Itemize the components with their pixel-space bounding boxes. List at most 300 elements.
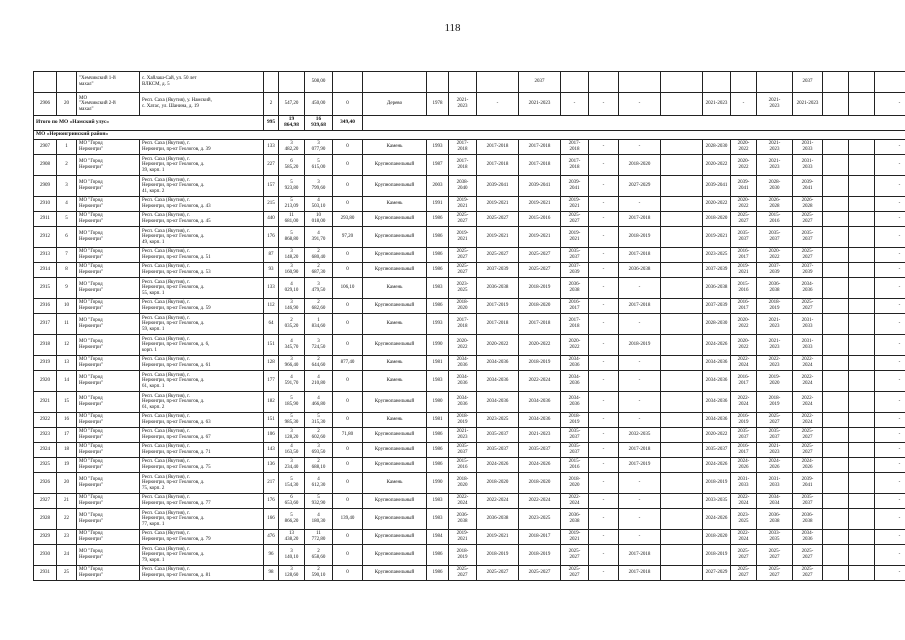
table-cell: 2 602,60 [305,428,333,443]
table-cell: 2913 [34,248,57,263]
table-cell: 2033- 2035 [757,530,793,545]
table-cell [849,428,875,443]
table-cell: 2017- 2018 [561,140,589,155]
table-cell: 2018-2017 [519,530,561,545]
table-cell [849,278,875,299]
table-cell: 2035- 2037 [561,428,589,443]
table-cell [279,72,305,93]
table-cell: 2025- 2027 [757,566,793,581]
table-cell [661,473,703,494]
table-row [34,140,905,155]
table-cell: 2034- 2036 [793,530,823,545]
table-cell: 2025- 2027 [793,299,823,314]
table-cell: 2023-2025 [477,413,519,428]
table-cell: МО "Город Нерюнгри" [77,566,140,581]
table-cell: 71,80 [333,428,363,443]
table-cell: МО "Город Нерюнгри" [77,356,140,371]
table-row [34,93,905,116]
table-cell: 3 482,20 [279,140,305,155]
table-cell: 2019-2021 [519,197,561,212]
table-cell: 133 [264,140,279,155]
table-cell: 2019- 2021 [561,197,589,212]
table-cell: 166 [264,509,279,530]
table-cell: 0 [333,299,363,314]
table-cell: - [589,413,619,428]
table-cell: 2924 [34,443,57,458]
table-cell: 1986 [427,443,449,458]
table-cell: 2018-2020 [519,299,561,314]
table-cell: 18 [57,443,77,458]
total-value: 16 939,68 [305,116,333,131]
table-cell: Респ. Саха (Якутия), г. Нерюнгри, пр-кт Геологов, д. 67 [140,428,264,443]
table-cell: 2039-2041 [477,176,519,197]
table-cell: 23 [57,530,77,545]
table-cell: 3 966,40 [279,356,305,371]
table-cell: МО "Город Нерюнгри" [77,155,140,176]
table-cell [823,227,849,248]
table-cell [703,72,731,93]
table-cell: 2922 [34,413,57,428]
table-cell: 9 [57,278,77,299]
table-cell: 87 [264,248,279,263]
table-cell: Респ. Саха (Якутия), г. Нерюнгри, пр-кт Геологов, д. 43 [140,197,264,212]
table-cell: Респ. Саха (Якутия), у. Намский, с. Хатас, ул. Шанина, д. 19 [140,93,264,116]
section-header: МО «Нерюнгринский район» [34,131,905,140]
table-cell: Крупнопанельный [363,155,427,176]
table-cell: 2037-2039 [703,299,731,314]
table-cell: МО "Город Нерюнгри" [77,176,140,197]
table-cell: 106 [264,428,279,443]
table-cell: 2035-2037 [519,443,561,458]
table-cell: 2017-2018 [519,314,561,335]
table-cell [661,93,703,116]
table-cell [661,392,703,413]
table-cell [823,176,849,197]
table-cell: 2037-2039 [477,263,519,278]
table-cell: 1983 [427,509,449,530]
table-cell: 2018-2019 [519,545,561,566]
table-cell: 2 687,30 [305,263,333,278]
table-cell: - [589,473,619,494]
table-cell: 0 [333,155,363,176]
table-cell [477,72,519,93]
table-cell: 1986 [427,227,449,248]
table-cell: Камень [363,314,427,335]
table-cell: МО "Город Нерюнгри" [77,248,140,263]
table-cell: 2018-2020 [477,473,519,494]
table-cell: - [619,494,661,509]
table-cell: 293,80 [333,212,363,227]
table-cell: 2025-2027 [519,566,561,581]
table-cell [849,335,875,356]
table-cell: 2018-2020 [519,473,561,494]
table-cell: - [589,566,619,581]
table-cell: 15 [57,392,77,413]
table-cell: с. Хайлаш-Сай, ул. 50 лет ВЛКСМ, д. 5 [140,72,264,93]
table-cell: 2921 [34,392,57,413]
table-cell: - [875,428,905,443]
table-cell: 3 128,60 [279,566,305,581]
table-cell [661,140,703,155]
table-cell: 1983 [427,494,449,509]
table-cell: 2020- 2022 [731,314,757,335]
table-cell [449,72,477,93]
table-cell: 3 [57,176,77,197]
table-cell: 2034-2036 [703,356,731,371]
table-cell: - [561,93,589,116]
table-cell [661,197,703,212]
table-cell: 2034-2036 [703,413,731,428]
table-cell: 2024-2026 [519,458,561,473]
table-cell: - [589,263,619,278]
table-cell: Респ. Саха (Якутия), г. Нерюнгри, пр-кт Геологов, д. 61, корп. 1 [140,371,264,392]
table-cell: 2018- 2019 [561,413,589,428]
table-cell: 2017- 2018 [561,155,589,176]
table-cell: 2018- 2020 [449,473,477,494]
table-cell [875,72,905,93]
table-cell: "Хемчикский 1-й махал" [77,72,140,93]
table-cell: 2031- 2033 [731,473,757,494]
table-cell: 3 799,60 [305,176,333,197]
table-cell [661,413,703,428]
table-cell: - [589,248,619,263]
table-cell: 2907 [34,140,57,155]
table-cell: 4 591,70 [279,371,305,392]
table-cell: 2017-2018 [477,314,519,335]
table-cell: - [589,428,619,443]
table-cell: 2034-2036 [519,392,561,413]
table-cell: 2019-2021 [477,227,519,248]
table-cell [823,443,849,458]
table-cell: 2034-2036 [703,392,731,413]
table-cell: - [875,530,905,545]
table-cell: Крупнопанельный [363,530,427,545]
table-cell: - [619,314,661,335]
table-cell: Камень [363,473,427,494]
table-cell: 2037-2039 [703,263,731,278]
table-cell: 2039- 2041 [793,176,823,197]
table-cell: 2914 [34,263,57,278]
table-cell: 2036-2038 [477,278,519,299]
table-row [34,530,905,545]
table-cell: 1990 [427,473,449,494]
table-cell: 450,00 [305,93,333,116]
table-cell: 2 682,60 [305,299,333,314]
page-number: 118 [444,22,461,34]
table-cell: 2017-2018 [619,299,661,314]
table-cell: 17 [57,428,77,443]
table-cell: 14 [57,371,77,392]
table-cell [849,356,875,371]
table-cell: 2025- 2027 [793,566,823,581]
table-cell: МО "Город Нерюнгри" [77,335,140,356]
table-cell: Крупнопанельный [363,509,427,530]
table-cell: 5 315,30 [305,413,333,428]
table-cell: 2025-2027 [477,566,519,581]
table-cell: 5 868,80 [279,227,305,248]
table-cell: 3 148,20 [279,248,305,263]
table-cell: 2035-2037 [477,443,519,458]
table-cell: 2019- 2021 [561,530,589,545]
table-cell: Крупнопанельный [363,299,427,314]
table-cell: 2034- 2036 [449,371,477,392]
table-cell [823,458,849,473]
table-cell: Респ. Саха (Якутия), г. Нерюнгри, пр-кт Геологов, д. 59, корп. 1 [140,314,264,335]
table-cell: 64 [264,314,279,335]
table-cell: 2022- 2024 [793,392,823,413]
table-cell: 2019- 2021 [449,197,477,212]
table-cell: 2031- 2033 [793,314,823,335]
table-cell [849,197,875,212]
table-row [34,314,905,335]
table-cell: МО "Город Нерюнгри" [77,140,140,155]
table-cell [661,299,703,314]
total-value: 995 [264,116,279,131]
table-cell: 0 [333,458,363,473]
table-cell [823,509,849,530]
table-cell: - [875,263,905,278]
table-cell: 2018- 2020 [449,299,477,314]
table-cell: 2025- 2027 [793,443,823,458]
table-cell: 2039- 2041 [793,473,823,494]
table-cell: - [619,140,661,155]
table-cell [823,155,849,176]
table-cell: 2036- 2038 [561,509,589,530]
table-cell: 2022-2024 [519,494,561,509]
table-cell [849,473,875,494]
table-row [34,443,905,458]
table-cell: 151 [264,335,279,356]
table-cell: Камень [363,371,427,392]
table-cell: Крупнопанельный [363,443,427,458]
table-row [34,299,905,314]
table-cell: 2916 [34,299,57,314]
table-cell [823,197,849,212]
table-cell: 7 [57,248,77,263]
table-cell: 0 [333,263,363,278]
table-cell: МО "Город Нерюнгри" [77,530,140,545]
table-cell: 2017-2018 [477,155,519,176]
table-cell: 2036- 2038 [757,509,793,530]
table-cell: 0 [333,494,363,509]
table-cell: - [589,93,619,116]
table-cell: 2022- 2024 [731,494,757,509]
table-cell: - [589,197,619,212]
table-cell: 2018-2020 [703,212,731,227]
table-cell: 2909 [34,176,57,197]
table-cell [849,371,875,392]
table-row [34,248,905,263]
table-cell: 2039-2041 [519,176,561,197]
table-row [34,392,905,413]
table-body [34,72,905,581]
table-cell [823,413,849,428]
table-cell: 2018-2019 [519,356,561,371]
table-cell: 2019-2021 [477,197,519,212]
table-cell: МО "Город Нерюнгри" [77,314,140,335]
table-cell: 0 [333,176,363,197]
table-cell: 3 724,50 [305,335,333,356]
table-cell: 11 772,80 [305,530,333,545]
table-cell: 4 [57,197,77,212]
table-cell: 2038- 2040 [449,176,477,197]
table-cell [849,314,875,335]
table-cell [661,458,703,473]
table-cell: - [477,93,519,116]
table-cell [823,392,849,413]
table-cell: - [589,227,619,248]
table-cell: - [589,278,619,299]
table-cell: 1986 [427,428,449,443]
table-cell [849,566,875,581]
table-cell: 128 [264,356,279,371]
table-cell: 1984 [427,530,449,545]
table-cell: 2034-2036 [477,392,519,413]
table-cell [264,72,279,93]
table-cell: 13 [57,356,77,371]
table-cell: 2025- 2027 [757,413,793,428]
table-cell: 2021-2023 [519,93,561,116]
table-cell: 2016- 2019 [731,413,757,428]
table-cell: - [875,299,905,314]
table-cell [823,494,849,509]
table-cell [661,248,703,263]
table-cell: 1978 [427,93,449,116]
table-cell: 2034- 2036 [449,356,477,371]
table-cell: 2019-2021 [703,227,731,248]
table-cell: 2028-2030 [703,314,731,335]
table-cell: Респ. Саха (Якутия), г. Нерюнгри, пр-кт Геологов, д. 45 [140,212,264,227]
table-cell [849,227,875,248]
table-cell: 2003 [427,176,449,197]
table-cell: 182 [264,392,279,413]
table-cell: Респ. Саха (Якутия), г. Нерюнгри, пр-кт Геологов, д. 63 [140,413,264,428]
table-cell: 2018-2019 [703,473,731,494]
table-cell: 2019- 2021 [449,227,477,248]
table-cell: - [875,413,905,428]
table-cell: 2039- 2041 [731,176,757,197]
table-cell [823,93,849,116]
table-cell: 0 [333,197,363,212]
table-cell: 2039- 2041 [561,176,589,197]
table-cell: Респ. Саха (Якутия), г. Нерюнгри, пр-кт Геологов, д. 79 [140,530,264,545]
table-cell: 3 077,90 [305,140,333,155]
table-cell [849,494,875,509]
table-cell: 24 [57,545,77,566]
table-cell: 2020-2022 [703,155,731,176]
table-cell: 5 185,90 [279,392,305,413]
table-cell: - [875,509,905,530]
table-cell: 2919 [34,356,57,371]
table-cell: Респ. Саха (Якутия), г. Нерюнгри, пр-кт Геологов, д. 77, корп. 1 [140,509,264,530]
table-cell: МО "Город Нерюнгри" [77,197,140,212]
table-cell: 2034- 2034 [757,494,793,509]
table-cell: - [875,93,905,116]
table-cell: 2017-2018 [619,545,661,566]
table-cell [849,140,875,155]
table-cell: 2025- 2027 [731,566,757,581]
table-cell [849,392,875,413]
section-header-row [34,131,905,140]
table-cell: 5 923,80 [279,176,305,197]
table-cell: Крупнопанельный [363,392,427,413]
table-cell: 2020-2022 [703,428,731,443]
table-cell: 2020-2022 [477,335,519,356]
table-cell: 0 [333,530,363,545]
table-cell: 2036- 2038 [449,509,477,530]
table-cell: 4 612,30 [305,473,333,494]
table-cell: 2018- 2020 [561,473,589,494]
table-cell: - [589,356,619,371]
table-cell: 1983 [427,371,449,392]
table-cell: 4 029,10 [279,278,305,299]
table-cell: 10 [57,299,77,314]
table-cell: 2025- 2027 [793,212,823,227]
table-cell: 2024- 2026 [793,458,823,473]
table-cell: 176 [264,227,279,248]
table-cell: - [589,140,619,155]
table-cell: 2912 [34,227,57,248]
table-cell: Крупнопанельный [363,212,427,227]
table-cell: - [875,356,905,371]
table-cell: 440 [264,212,279,227]
table-row [34,473,905,494]
table-cell [823,530,849,545]
table-cell: 508,00 [305,72,333,93]
housing-repair-table [33,71,905,581]
table-cell: Камень [363,278,427,299]
table-cell [363,72,427,93]
table-cell: 2 [264,93,279,116]
table-cell: МО "Город Нерюнгри" [77,392,140,413]
table-cell: Крупнопанельный [363,458,427,473]
table-cell: МО "Город Нерюнгри" [77,509,140,530]
table-cell: 3 234,40 [279,458,305,473]
table-cell: 1993 [427,140,449,155]
table-cell: 2037 [793,72,823,93]
table-cell: Респ. Саха (Якутия), г. Нерюнгри, пр-кт Геологов, д. 41, корп. 2 [140,176,264,197]
table-cell: 1981 [427,356,449,371]
table-cell: Респ. Саха (Якутия), г. Нерюнгри, пр-кт Геологов, д. 59 [140,299,264,314]
table-cell: Крупнопанельный [363,176,427,197]
table-cell [849,212,875,227]
table-cell: 2034- 2036 [561,356,589,371]
table-cell: Респ. Саха (Якутия), г. Нерюнгри, пр-кт Геологов, д. 53 [140,263,264,278]
table-cell: 2025-2027 [477,248,519,263]
table-cell: 2035-2037 [703,443,731,458]
table-cell: 139,40 [333,509,363,530]
table-cell [661,428,703,443]
table-cell: 0 [333,371,363,392]
table-cell: 2019-2021 [519,227,561,248]
table-cell: 2025- 2027 [449,566,477,581]
table-cell: 2022- 2024 [731,392,757,413]
table-cell: МО "Город Нерюнгри" [77,494,140,509]
table-cell: 2024-2026 [703,509,731,530]
table-cell: 2 658,60 [305,545,333,566]
table-cell [757,72,793,93]
table-cell: 4 503,10 [305,197,333,212]
table-cell: 2022- 2024 [793,413,823,428]
table-cell: Респ. Саха (Якутия), г. Нерюнгри, пр-кт Геологов, д. 55, корп. 1 [140,278,264,299]
table-cell: 2021-2023 [793,93,823,116]
table-cell: 5 985,30 [279,413,305,428]
table-cell: 2031- 2033 [793,155,823,176]
table-cell: - [875,140,905,155]
table-cell: 112 [264,299,279,314]
table-cell [849,530,875,545]
table-cell: Респ. Саха (Якутия), г. Нерюнгри, пр-кт Геологов, д. 39 [140,140,264,155]
